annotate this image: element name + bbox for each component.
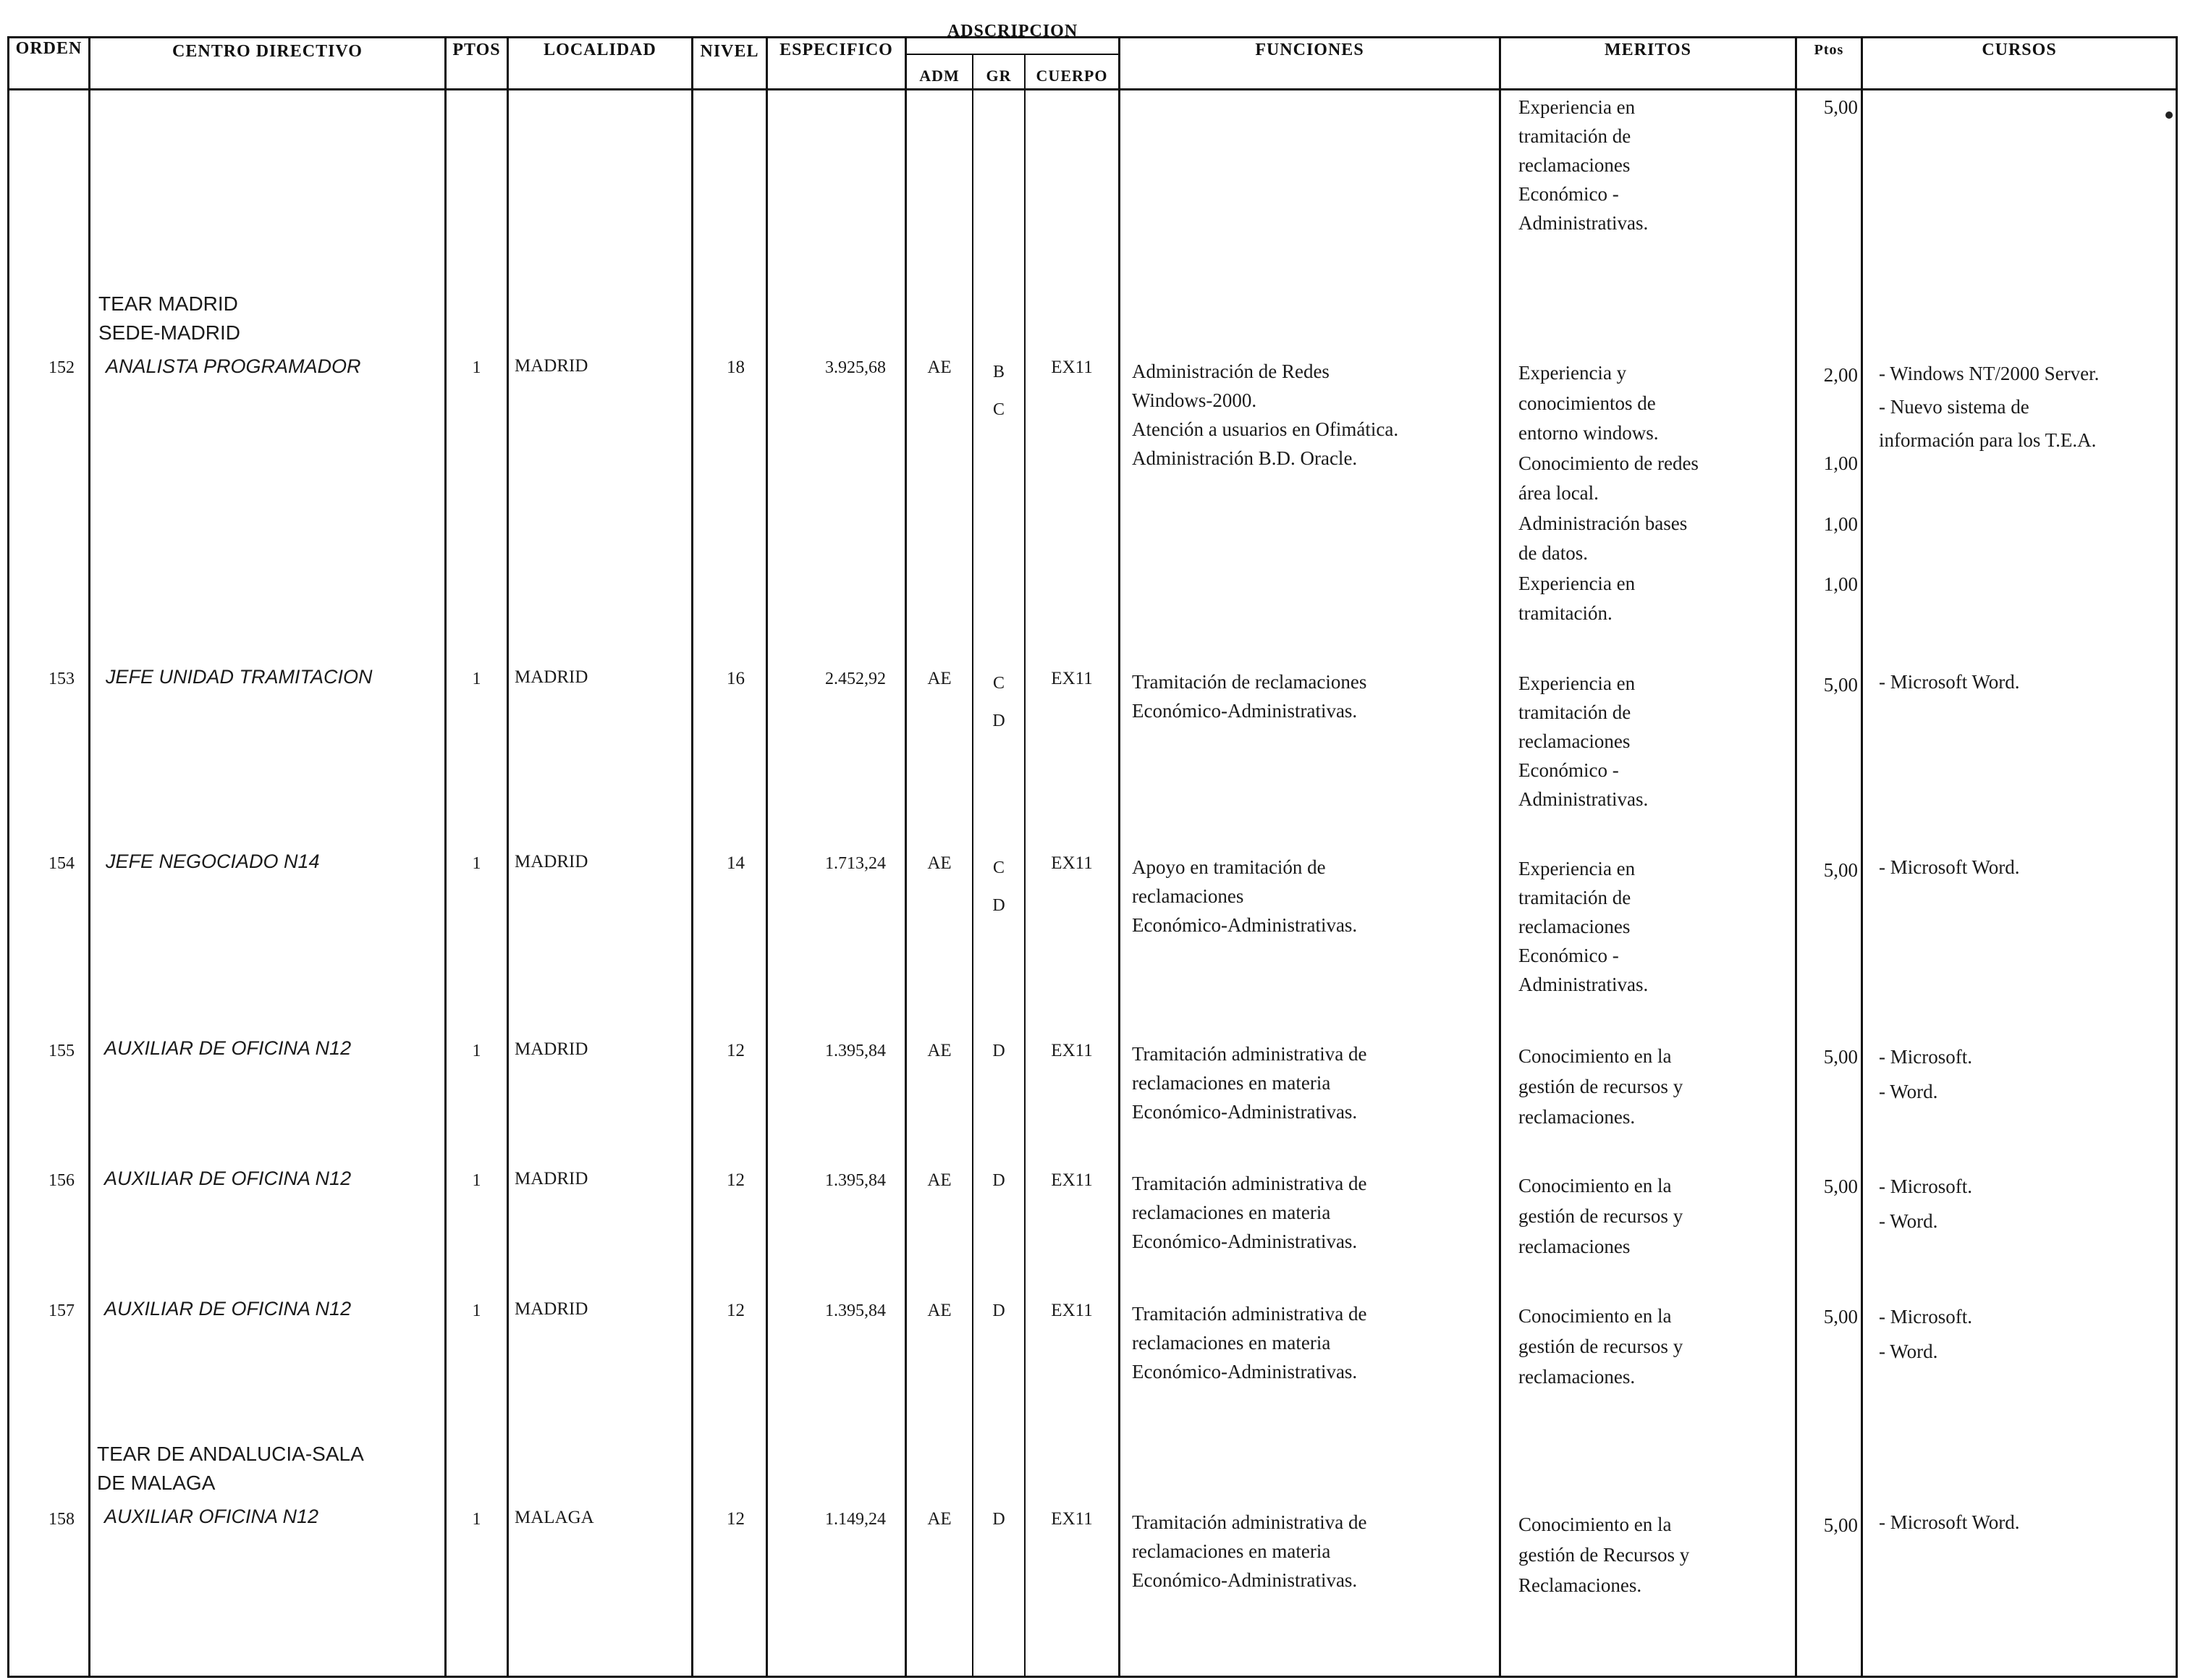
meritos-cell: Experiencia en tramitación de reclamaciones Económico - Administrativas. <box>1518 672 1649 810</box>
gr-cell: D <box>992 1171 1005 1190</box>
ptos-meritos-cell: 5,00 <box>1823 1175 1858 1197</box>
nivel-cell: 12 <box>727 1509 745 1529</box>
nivel-cell: 18 <box>727 358 745 377</box>
cursos-cell: - Microsoft Word. <box>1879 671 2020 693</box>
localidad-cell: MADRID <box>515 1039 588 1059</box>
carryover-ptos: 5,00 <box>1823 96 1858 118</box>
meritos-cell: Conocimiento en la gestión de recursos y reclamaciones. <box>1518 1045 1683 1128</box>
adm-cell: AE <box>927 1301 952 1320</box>
header-adscripcion: ADSCRIPCION <box>947 22 1078 41</box>
localidad-cell: MADRID <box>515 852 588 871</box>
ptos-cell: 1 <box>472 1042 481 1060</box>
header-cuerpo: CUERPO <box>1036 67 1108 85</box>
adm-cell: AE <box>927 1041 952 1060</box>
localidad-cell: MADRID <box>515 1169 588 1189</box>
header-gr: GR <box>986 67 1012 85</box>
especifico-cell: 1.395,84 <box>825 1042 886 1060</box>
ptos-cell: 1 <box>472 854 481 873</box>
header-adm: ADM <box>919 67 960 85</box>
funciones-cell: Administración de Redes Windows-2000. Atención a usuarios en Ofimática. Administración B.D. Oracle. <box>1132 360 1399 469</box>
especifico-cell: 2.452,92 <box>825 670 886 688</box>
puesto-cell: JEFE NEGOCIADO N14 <box>106 850 320 872</box>
ptos-meritos-cell: 5,00 <box>1823 1046 1858 1068</box>
puesto-cell: JEFE UNIDAD TRAMITACION <box>106 666 373 688</box>
ptos-cell: 1 <box>472 670 481 688</box>
especifico-cell: 1.149,24 <box>825 1510 886 1529</box>
nivel-cell: 16 <box>727 669 745 688</box>
group-heading-tear-andalucia-malaga: TEAR DE ANDALUCIA-SALA DE MALAGA <box>97 1443 364 1494</box>
ptos-cell: 1 <box>472 1510 481 1529</box>
localidad-cell: MALAGA <box>515 1508 594 1527</box>
header-orden: ORDEN <box>15 39 83 58</box>
cursos-cell: - Microsoft Word. <box>1879 856 2020 878</box>
especifico-cell: 1.395,84 <box>825 1301 886 1320</box>
orden-cell: 155 <box>48 1042 75 1060</box>
puesto-cell: AUXILIAR OFICINA N12 <box>104 1506 319 1527</box>
ptos-meritos-cell: 5,00 <box>1823 859 1858 881</box>
orden-cell: 152 <box>48 358 75 377</box>
cursos-cell: - Windows NT/2000 Server. - Nuevo sistema de información para los T.E.A. <box>1879 363 2100 451</box>
puesto-cell: AUXILIAR DE OFICINA N12 <box>104 1298 352 1320</box>
ptos-meritos-cell: 1,00 <box>1823 513 1858 535</box>
cuerpo-cell: EX11 <box>1051 669 1093 688</box>
gr-cell: C D <box>992 674 1005 730</box>
localidad-cell: MADRID <box>515 667 588 687</box>
orden-cell: 157 <box>48 1301 75 1320</box>
orden-cell: 153 <box>48 670 75 688</box>
cuerpo-cell: EX11 <box>1051 1041 1093 1060</box>
adm-cell: AE <box>927 669 952 688</box>
ptos-meritos-cell: 1,00 <box>1823 573 1858 595</box>
nivel-cell: 12 <box>727 1041 745 1060</box>
meritos-cell: Conocimiento en la gestión de recursos y reclamaciones <box>1518 1175 1683 1257</box>
cursos-cell: - Microsoft Word. <box>1879 1511 2020 1533</box>
meritos-cell: Experiencia en tramitación de reclamaciones Económico - Administrativas. <box>1518 858 1649 995</box>
funciones-cell: Tramitación administrativa de reclamaciones en materia Económico-Administrativas. <box>1132 1173 1367 1252</box>
especifico-cell: 1.713,24 <box>825 854 886 873</box>
adm-cell: AE <box>927 358 952 377</box>
funciones-cell: Tramitación administrativa de reclamaciones en materia Económico-Administrativas. <box>1132 1511 1367 1591</box>
header-centro-directivo: CENTRO DIRECTIVO <box>172 42 363 61</box>
puesto-cell: AUXILIAR DE OFICINA N12 <box>104 1168 352 1189</box>
group-heading-tear-madrid: TEAR MADRID SEDE-MADRID <box>98 292 241 344</box>
funciones-cell: Tramitación administrativa de reclamaciones en materia Económico-Administrativas. <box>1132 1043 1367 1123</box>
meritos-cell: Conocimiento en la gestión de recursos y reclamaciones. <box>1518 1305 1683 1388</box>
funciones-cell: Tramitación administrativa de reclamaciones en materia Económico-Administrativas. <box>1132 1303 1367 1383</box>
header-funciones: FUNCIONES <box>1255 41 1364 59</box>
cuerpo-cell: EX11 <box>1051 358 1093 377</box>
ptos-meritos-cell: 1,00 <box>1823 452 1858 474</box>
header-especifico: ESPECIFICO <box>779 41 893 59</box>
adm-cell: AE <box>927 1170 952 1190</box>
puesto-cell: ANALISTA PROGRAMADOR <box>106 355 361 377</box>
funciones-cell: Tramitación de reclamaciones Económico-Administrativas. <box>1132 671 1367 722</box>
gr-cell: B C <box>992 363 1005 419</box>
nivel-cell: 12 <box>727 1170 745 1190</box>
especifico-cell: 1.395,84 <box>825 1171 886 1190</box>
meritos-cell: Conocimiento en la gestión de Recursos y Reclamaciones. <box>1518 1514 1690 1596</box>
cuerpo-cell: EX11 <box>1051 1301 1093 1320</box>
ptos-meritos-cell: 5,00 <box>1823 674 1858 696</box>
header-cursos: CURSOS <box>1982 41 2057 59</box>
orden-cell: 156 <box>48 1171 75 1190</box>
meritos-cell: Experiencia y conocimientos de entorno windows. Conocimiento de redes área local. Administración bases de datos. Experiencia en tramitación. <box>1518 362 1699 624</box>
ptos-cell: 1 <box>472 358 481 377</box>
nivel-cell: 14 <box>727 853 745 873</box>
ptos-cell: 1 <box>472 1171 481 1190</box>
especifico-cell: 3.925,68 <box>825 358 886 377</box>
orden-cell: 158 <box>48 1510 75 1529</box>
gr-cell: D <box>992 1510 1005 1529</box>
localidad-cell: MADRID <box>515 356 588 376</box>
cursos-cell: - Microsoft. - Word. <box>1879 1046 1972 1102</box>
header-localidad: LOCALIDAD <box>544 41 656 59</box>
header-ptos: PTOS <box>452 41 501 59</box>
cuerpo-cell: EX11 <box>1051 853 1093 873</box>
localidad-cell: MADRID <box>515 1299 588 1319</box>
nivel-cell: 12 <box>727 1301 745 1320</box>
orden-cell: 154 <box>48 854 75 873</box>
adm-cell: AE <box>927 1509 952 1529</box>
adm-cell: AE <box>927 853 952 873</box>
ptos-cell: 1 <box>472 1301 481 1320</box>
header-nivel: NIVEL <box>700 42 759 61</box>
funciones-cell: Apoyo en tramitación de reclamaciones Económico-Administrativas. <box>1132 856 1358 936</box>
carryover-meritos: Experiencia en tramitación de reclamaciones Económico - Administrativas. <box>1518 96 1649 234</box>
cuerpo-cell: EX11 <box>1051 1170 1093 1190</box>
gr-cell: D <box>992 1301 1005 1320</box>
ptos-meritos-cell: 2,00 <box>1823 364 1858 386</box>
puesto-cell: AUXILIAR DE OFICINA N12 <box>104 1037 352 1059</box>
header-meritos: MERITOS <box>1605 41 1691 59</box>
cursos-cell: - Microsoft. - Word. <box>1879 1175 1972 1232</box>
gr-cell: C D <box>992 858 1005 915</box>
cursos-cell: - Microsoft. - Word. <box>1879 1306 1972 1362</box>
ptos-meritos-cell: 5,00 <box>1823 1306 1858 1327</box>
header-ptos-meritos: Ptos <box>1814 42 1844 58</box>
gr-cell: D <box>992 1042 1005 1060</box>
margin-dot <box>2165 111 2173 119</box>
cuerpo-cell: EX11 <box>1051 1509 1093 1529</box>
ptos-meritos-cell: 5,00 <box>1823 1514 1858 1536</box>
